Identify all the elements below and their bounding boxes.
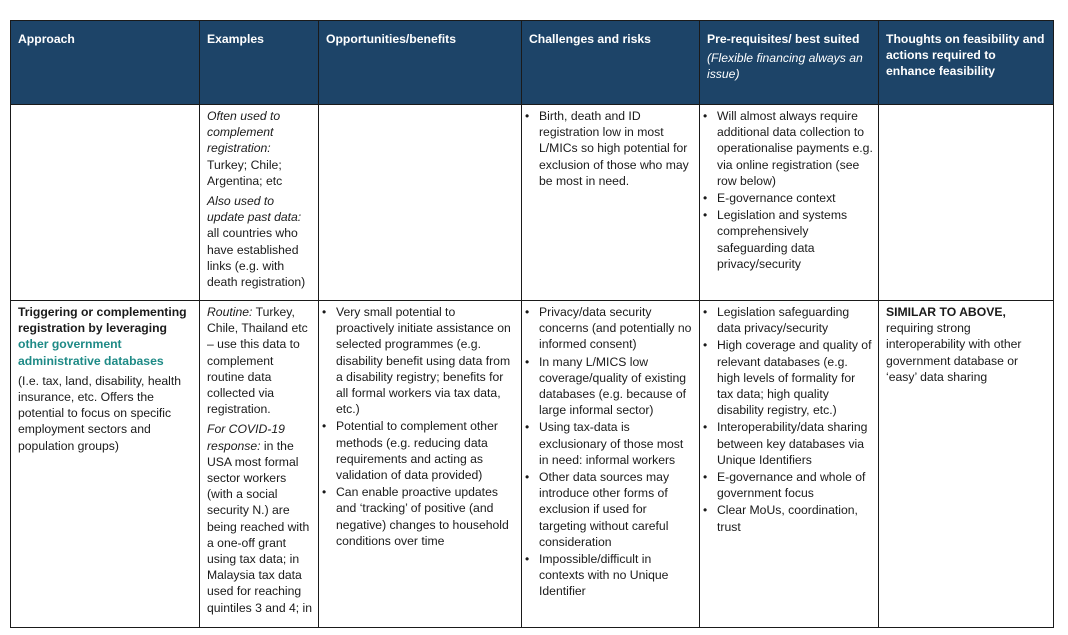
example-italic-label: For COVID-19 response:	[207, 422, 285, 453]
list-item: • E-governance and whole of government focus	[707, 469, 873, 501]
approach-title-highlight: other government administrative databases	[18, 337, 164, 368]
header-approach: Approach	[11, 21, 200, 105]
approach-title-bold: Triggering or complementing registration by leveraging	[18, 305, 187, 336]
thoughts-text	[886, 304, 1048, 385]
row2-prerequisites	[700, 301, 879, 628]
list-item: • Using tax-data is exclusionary of those most in need: informal workers	[529, 419, 694, 468]
example-text: Turkey; Chile; Argentina; etc	[207, 157, 283, 188]
header-row	[11, 21, 1054, 105]
row2-opportunities	[319, 301, 522, 628]
row2-approach	[11, 301, 200, 628]
thoughts-bold: SIMILAR TO ABOVE,	[886, 305, 1006, 319]
list-item: • Impossible/difficult in contexts with no Unique Identifier	[529, 551, 694, 600]
example-italic-label: Also used to update past data:	[207, 194, 302, 225]
list-item: • Legislation and systems comprehensively safeguarding data privacy/security	[707, 207, 873, 272]
row1-example-para	[207, 193, 313, 290]
row1-thoughts	[879, 105, 1054, 301]
list-item: • Potential to complement other methods (e.g. reducing data requirements and acting as validation of data provided)	[326, 418, 516, 483]
list-item: • Birth, death and ID registration low in most L/MICs so high potential for exclusion of those who may be most in need.	[529, 108, 694, 189]
list-item: • Very small potential to proactively initiate assistance on selected programmes (e.g. disability benefit using data from a disability registry; benefits for all formal workers via tax data, etc.)	[326, 304, 516, 417]
list-item: • In many L/MICS low coverage/quality of existing databases (e.g. because of large informal sector)	[529, 354, 694, 419]
list-item: • High coverage and quality of relevant databases (e.g. high levels of formality for tax data; high quality disability registry, etc.)	[707, 337, 873, 418]
table-row	[11, 105, 1054, 301]
table-row	[11, 301, 1054, 628]
header-challenges: Challenges and risks	[522, 21, 700, 105]
example-text: in the USA most formal sector workers (with a social security N.) are being reached with a one-off grant using tax data; in Malaysia tax data used for reaching quintiles 3 and 4; in	[207, 438, 313, 615]
list-item: • Will almost always require additional data collection to operationalise payments e.g. via online registration (see row below)	[707, 108, 873, 189]
thoughts-rest: requiring strong interoperability with other government database or ‘easy’ data sharing	[886, 321, 1022, 384]
header-examples: Examples	[200, 21, 319, 105]
example-italic-label: Routine:	[207, 305, 253, 319]
list-item: • Legislation safeguarding data privacy/security	[707, 304, 873, 336]
header-prerequisites	[700, 21, 879, 105]
header-prereq-note: (Flexible financing always an issue)	[707, 51, 863, 82]
example-italic-label: Often used to complement registration:	[207, 109, 281, 156]
header-thoughts: Thoughts on feasibility and actions required to enhance feasibility	[879, 21, 1054, 105]
header-opportunities: Opportunities/benefits	[319, 21, 522, 105]
list-item: • Clear MoUs, coordination, trust	[707, 502, 873, 534]
row1-challenges	[522, 105, 700, 301]
row1-approach	[11, 105, 200, 301]
row2-thoughts	[879, 301, 1054, 628]
list-item: • E-governance context	[707, 190, 873, 206]
row1-example-para	[207, 108, 313, 189]
header-prereq-title: Pre-requisites/ best suited	[707, 32, 860, 46]
row2-example-para	[207, 304, 313, 417]
row2-example-para	[207, 421, 313, 615]
list-item: • Can enable proactive updates and ‘tracking’ of positive (and negative) changes to household conditions over time	[326, 484, 516, 549]
list-item: • Privacy/data security concerns (and potentially no informed consent)	[529, 304, 694, 353]
row1-prerequisites	[700, 105, 879, 301]
approach-description: (I.e. tax, land, disability, health insurance, etc. Offers the potential to focus on specific employment sectors and population groups)	[18, 373, 182, 453]
row1-opportunities	[319, 105, 522, 301]
approach-title	[18, 304, 194, 369]
comparison-table	[10, 20, 1054, 628]
row2-examples	[200, 301, 319, 628]
list-item: • Interoperability/data sharing between key databases via Unique Identifiers	[707, 419, 873, 468]
row2-challenges	[522, 301, 700, 628]
example-text: Turkey, Chile, Thailand etc – use this data to complement routine data collected via registration.	[207, 305, 308, 417]
example-text: all countries who have established links (e.g. with death registration)	[207, 226, 306, 290]
list-item: • Other data sources may introduce other forms of exclusion if used for targeting without careful consideration	[529, 469, 694, 550]
row1-examples	[200, 105, 319, 301]
